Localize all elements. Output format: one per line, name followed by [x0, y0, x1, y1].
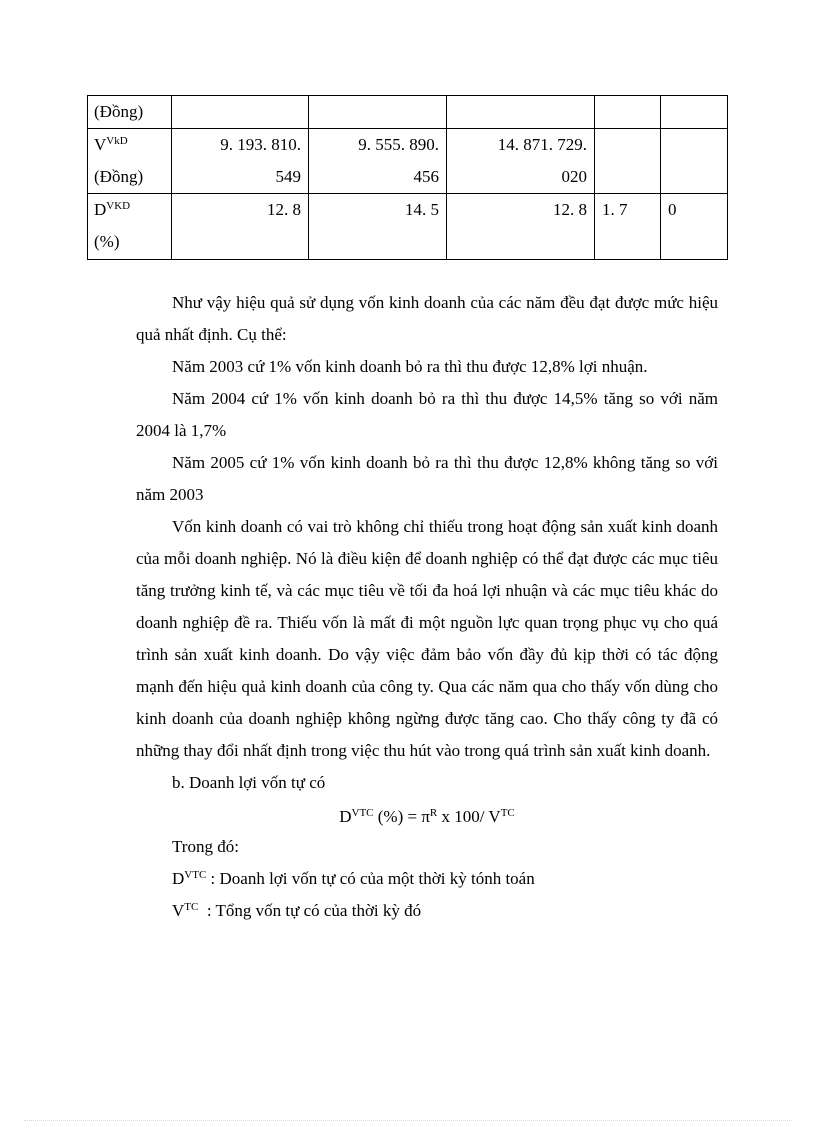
def-text: : Tổng vốn tự có của thời kỳ đó	[198, 901, 422, 920]
table-row	[88, 129, 728, 194]
cell-line: 020	[561, 167, 587, 186]
body-text	[136, 287, 718, 927]
cell-line: 14. 871. 729.	[497, 135, 587, 154]
formula-superscript: TC	[500, 807, 515, 819]
row-label-unit: (Đồng)	[88, 96, 172, 129]
def-superscript: TC	[184, 901, 199, 913]
table-cell: 1. 7	[595, 194, 661, 260]
cell-line: 9. 193. 810.	[220, 135, 301, 154]
table-cell	[595, 96, 661, 129]
table-cell: 14. 5	[309, 194, 447, 260]
section-heading: b. Doanh lợi vốn tự có	[172, 773, 326, 792]
row-label-dvkd	[88, 194, 172, 260]
paragraph: Năm 2003 cứ 1% vốn kinh doanh bỏ ra thì thu được 12,8% lợi nhuận.	[172, 357, 648, 376]
table-cell	[447, 96, 595, 129]
table-cell	[172, 96, 309, 129]
paragraph: Trong đó:	[172, 837, 239, 856]
table-row	[88, 96, 728, 129]
table-cell: 12. 8	[172, 194, 309, 260]
formula-superscript: R	[429, 807, 438, 819]
table-cell	[595, 129, 661, 194]
cell-line: 456	[413, 167, 439, 186]
cell-line: 549	[275, 167, 301, 186]
table-cell	[661, 129, 728, 194]
formula-superscript: VTC	[351, 807, 374, 819]
definition	[136, 895, 718, 927]
page-bottom-divider	[24, 1120, 792, 1121]
data-table	[87, 95, 728, 260]
def-superscript: VTC	[184, 869, 207, 881]
formula-part: (%) = π	[373, 807, 430, 826]
label-unit: (%)	[94, 232, 120, 251]
table-cell	[309, 96, 447, 129]
paragraph: Vốn kinh doanh có vai trò không chỉ thiếu trong hoạt động sản xuất kinh doanh của mỗi doanh nghiệp. Nó là điều kiện để doanh nghiệp có thể đạt được các mục tiêu tăng trưởng kinh tế, và các mục tiêu về tối đa hoá lợi nhuận và các mục tiêu khác do doanh nghiệp đề ra. Thiếu vốn là mất đi một nguồn lực quan trọng phục vụ cho quá trình sản xuất kinh doanh. Do vậy việc đảm bảo vốn đầy đủ kịp thời có tác động mạnh đến hiệu quả kinh doanh của công ty. Qua các năm qua cho thấy vốn dùng cho kinh doanh của doanh nghiệp không ngừng được tăng cao. Cho thấy công ty đã có những thay đổi nhất định trong việc thu hút vào trong quá trình sản xuất kinh doanh.	[136, 517, 718, 760]
paragraph: Năm 2004 cứ 1% vốn kinh doanh bỏ ra thì thu được 14,5% tăng so với năm 2004 là 1,7%	[136, 389, 718, 440]
row-label-vkd	[88, 129, 172, 194]
label-superscript: VKD	[106, 200, 131, 212]
def-text: : Doanh lợi vốn tự có của một thời kỳ tónh toán	[206, 869, 535, 888]
label-unit: (Đồng)	[94, 167, 144, 186]
table-cell	[661, 96, 728, 129]
def-symbol: D	[172, 869, 185, 888]
table-cell	[309, 129, 447, 194]
paragraph: Như vậy hiệu quả sử dụng vốn kinh doanh của các năm đều đạt được mức hiệu quả nhất định. Cụ thể:	[136, 293, 718, 344]
label-superscript: VkD	[106, 135, 128, 147]
table-cell: 12. 8	[447, 194, 595, 260]
label-symbol: V	[94, 135, 107, 154]
definition	[136, 863, 718, 895]
table-cell	[172, 129, 309, 194]
label-symbol: D	[94, 200, 107, 219]
table-cell	[447, 129, 595, 194]
formula	[136, 801, 718, 833]
formula-part: x 100/ V	[437, 807, 501, 826]
table-cell: 0	[661, 194, 728, 260]
cell-line: 9. 555. 890.	[358, 135, 439, 154]
def-symbol: V	[172, 901, 185, 920]
paragraph: Năm 2005 cứ 1% vốn kinh doanh bỏ ra thì thu được 12,8% không tăng so với năm 2003	[136, 453, 718, 504]
table-row	[88, 194, 728, 260]
formula-part: D	[339, 807, 352, 826]
